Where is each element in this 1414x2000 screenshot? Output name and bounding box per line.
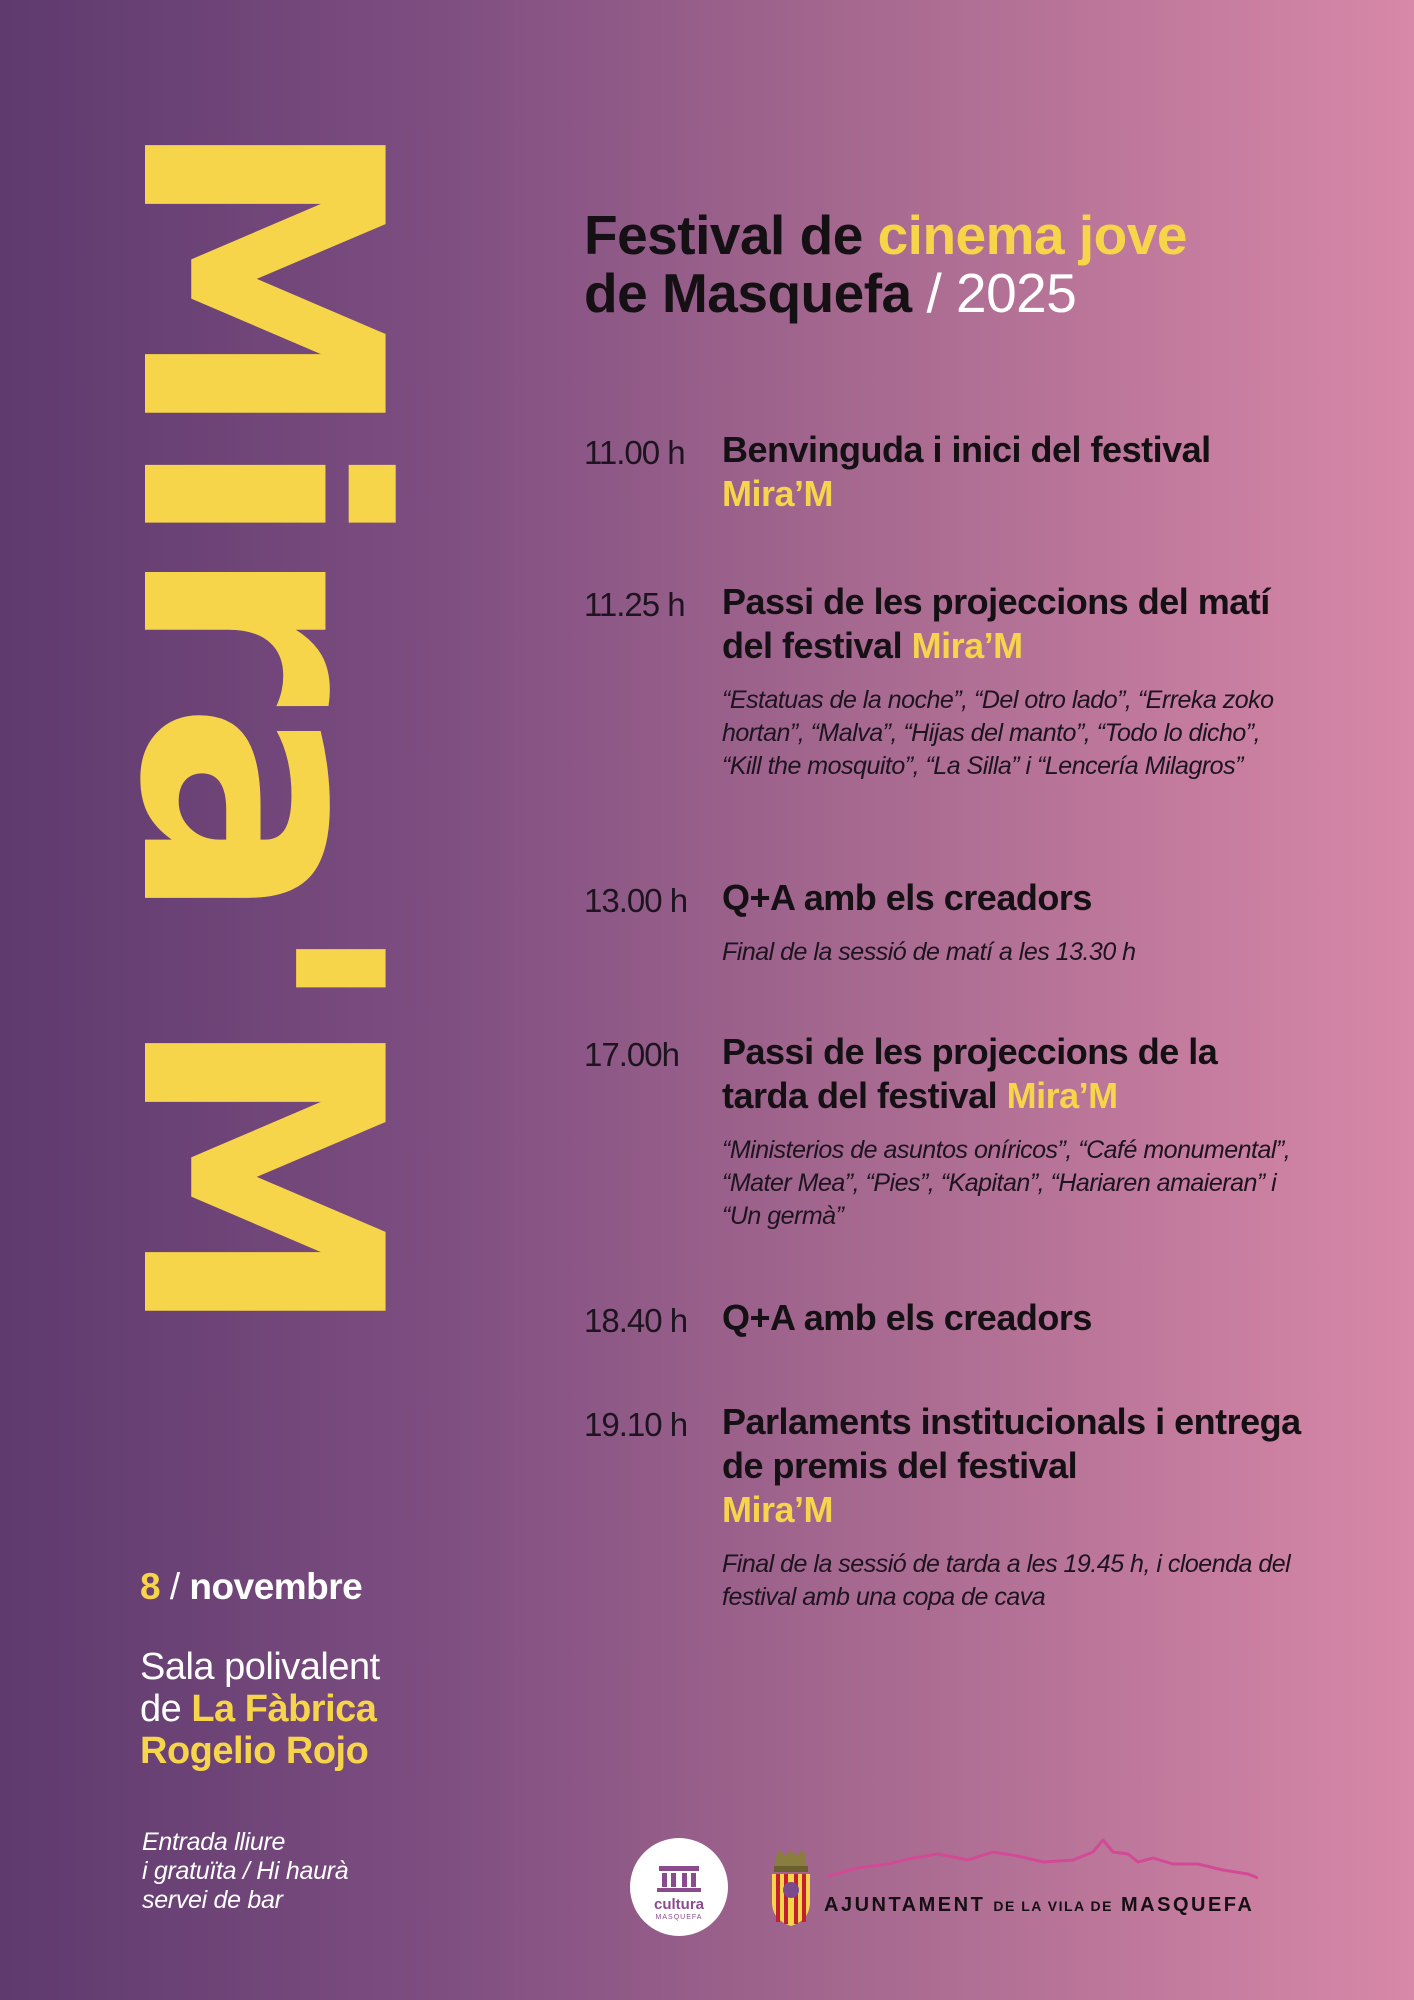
- schedule-note: Final de la sessió de tarda a les 19.45 h, i cloenda del festival amb una copa de cava: [722, 1550, 1291, 1611]
- ajuntament-town: MASQUEFA: [1121, 1894, 1255, 1916]
- schedule-content: [722, 1296, 1302, 1340]
- schedule-head: Benvinguda i inici del festival: [722, 429, 1211, 470]
- schedule-content: [722, 428, 1302, 516]
- cultura-label: cultura: [653, 1896, 704, 1913]
- title-line2: de Masquefa: [584, 262, 912, 324]
- schedule-head: Q+A amb els creadors: [722, 1297, 1092, 1338]
- date-separator: /: [169, 1566, 180, 1607]
- event-day: 8: [140, 1566, 161, 1607]
- logo-text: Mira'M: [67, 114, 451, 1336]
- schedule-content: [722, 580, 1302, 783]
- event-month: novembre: [189, 1566, 363, 1607]
- schedule-time: 18.40 h: [584, 1302, 688, 1339]
- schedule-head: Passi de les projeccions de la tarda del festival: [722, 1031, 1218, 1116]
- cultura-masquefa-logo: [630, 1838, 728, 1936]
- venue-line3: Rogelio Rojo: [140, 1730, 369, 1772]
- schedule-brand: Mira’M: [911, 625, 1023, 666]
- schedule-time: 13.00 h: [584, 882, 688, 919]
- venue-line2: La Fàbrica: [191, 1688, 377, 1730]
- schedule-head: Passi de les projeccions del matí del festival: [722, 581, 1270, 666]
- event-date: [140, 1566, 362, 1608]
- schedule-title: [722, 428, 1302, 516]
- schedule-time: 19.10 h: [584, 1406, 688, 1443]
- title-line1: Festival de: [584, 204, 863, 266]
- ajuntament-name: [824, 1894, 1254, 1917]
- festival-logo: [67, 114, 451, 1336]
- ajuntament-de-la-vila: DE LA VILA DE: [993, 1898, 1113, 1914]
- title-year: / 2025: [926, 262, 1077, 324]
- schedule-brand: Mira’M: [722, 473, 834, 514]
- schedule-title: [722, 1400, 1302, 1532]
- ajuntament-word: AJUNTAMENT: [824, 1894, 986, 1916]
- cultura-sublabel: MASQUEFA: [655, 1914, 703, 1921]
- schedule-time: 11.25 h: [584, 586, 685, 623]
- schedule-title: [722, 580, 1302, 668]
- entry-line3: servei de bar: [142, 1886, 283, 1914]
- schedule-content: [722, 876, 1302, 969]
- schedule-brand: Mira’M: [722, 1489, 834, 1530]
- schedule-head: Q+A amb els creadors: [722, 877, 1092, 918]
- schedule-note: Final de la sessió de matí a les 13.30 h: [722, 938, 1136, 966]
- schedule-brand: Mira’M: [1006, 1075, 1118, 1116]
- page-title: [584, 206, 1344, 322]
- schedule-time: 11.00 h: [584, 434, 685, 471]
- schedule-head: Parlaments institucionals i entrega de premis del festival: [722, 1401, 1301, 1486]
- entry-line2: i gratuïta / Hi haurà: [142, 1857, 349, 1885]
- skyline-icon: [828, 1838, 1258, 1888]
- entry-line1: Entrada lliure: [142, 1828, 286, 1856]
- schedule-time: 17.00h: [584, 1036, 679, 1073]
- schedule-films: “Estatuas de la noche”, “Del otro lado”, “Erreka zoko hortan”, “Malva”, “Hijas del manto”, “Todo lo dicho”, “Kill the mosquito”, “La Silla” i “Lencería Milagros”: [722, 686, 1274, 780]
- venue-line1: Sala polivalent: [140, 1646, 380, 1688]
- schedule-content: [722, 1030, 1302, 1233]
- schedule-films: “Ministerios de asuntos oníricos”, “Café monumental”, “Mater Mea”, “Pies”, “Kapitan”, “Hariaren amaieran” i “Un germà”: [722, 1136, 1291, 1230]
- entry-info: [142, 1828, 348, 1915]
- title-highlight: cinema jove: [877, 204, 1187, 266]
- cultura-building-icon: [653, 1860, 705, 1896]
- schedule-content: [722, 1400, 1302, 1614]
- schedule-title: [722, 1030, 1302, 1118]
- event-venue: [140, 1646, 380, 1772]
- venue-line2-prefix: de: [140, 1688, 182, 1730]
- town-shield-icon: [768, 1850, 814, 1928]
- ajuntament-logo: [768, 1838, 1288, 1928]
